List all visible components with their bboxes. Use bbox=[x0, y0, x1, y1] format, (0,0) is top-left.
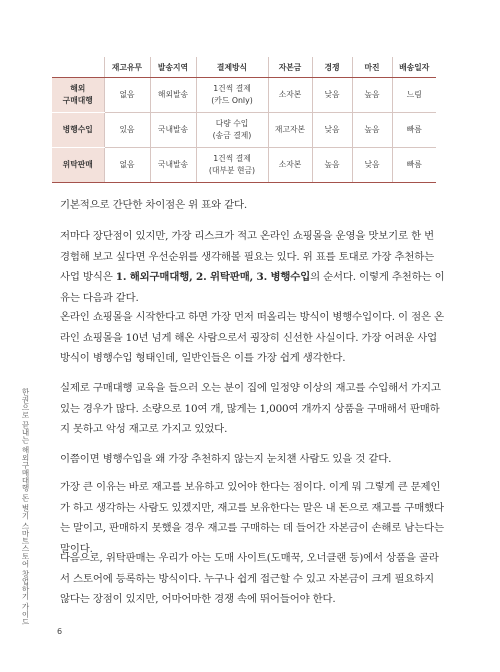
region-cell: 국내발송 bbox=[150, 113, 196, 148]
recommendation-order: 1. 해외구매대행, 2. 위탁판매, 3. 병행수입 bbox=[115, 271, 311, 283]
capital-cell: 재고자본 bbox=[268, 113, 312, 148]
stock-cell: 없음 bbox=[104, 78, 150, 113]
header-cell bbox=[52, 57, 104, 78]
capital-cell: 소자본 bbox=[268, 148, 312, 183]
delivery-cell: 빠름 bbox=[392, 148, 436, 183]
header-cell: 자본금 bbox=[268, 57, 312, 78]
header-cell: 발송지역 bbox=[150, 57, 196, 78]
payment-line: (카드 Only) bbox=[211, 96, 253, 105]
margin-cell: 높음 bbox=[352, 78, 392, 113]
competition-cell: 낮음 bbox=[312, 78, 352, 113]
comparison-table bbox=[52, 57, 436, 183]
margin-cell: 낮음 bbox=[352, 148, 392, 183]
delivery-cell: 빠름 bbox=[392, 113, 436, 148]
row-header: 위탁판매 bbox=[52, 148, 104, 183]
competition-cell: 높음 bbox=[312, 148, 352, 183]
paragraph-text: 저마다 장단점이 있지만, 가장 리스크가 적고 온라인 쇼핑몰을 운영을 맛보기로 한 번 경험해 보고 싶다면 우선순위를 생각해볼 필요는 있다. 위 표를 토대로 가장 추천하는 사업 방식은 bbox=[60, 230, 435, 283]
paragraph: 기본적으로 간단한 차이점은 위 표와 같다. bbox=[60, 199, 248, 211]
paragraph: 가장 큰 이유는 바로 재고를 보유하고 있어야 한다는 점이다. 이게 뭐 그렇게 큰 문제인가 하고 생각하는 사람도 있겠지만, 재고를 보유한다는 말은 내 돈으로 재고를 구매했다는 말이고, 판매하지 못했을 경우 재고를 구매하는 데 들어간 자본금이 손해로 남는다는 말이다. bbox=[60, 481, 444, 555]
stock-cell: 없음 bbox=[104, 148, 150, 183]
region-cell: 국내발송 bbox=[150, 148, 196, 183]
competition-cell: 낮음 bbox=[312, 113, 352, 148]
paragraph-text: 의 순서다. 이렇게 추천하는 이유는 다음과 같다. bbox=[60, 271, 445, 304]
margin-cell: 높음 bbox=[352, 113, 392, 148]
header-cell: 배송일자 bbox=[392, 57, 436, 78]
header-cell: 결제방식 bbox=[196, 57, 268, 78]
row-header-line: 해외 bbox=[70, 84, 86, 93]
paragraph: 다음으로, 위탁판매는 우리가 아는 도매 사이트(도매꾹, 오너클랜 등)에서 상품을 골라서 스토어에 등록하는 방식이다. 누구나 쉽게 접근할 수 있고 자본금이 크게 필요하지 않다는 장점이 있지만, 어마어마한 경쟁 속에 뛰어들어야 한다. bbox=[60, 552, 439, 605]
table-row bbox=[52, 78, 436, 113]
payment-cell bbox=[196, 78, 268, 113]
book-title-sidebar: 한권으로 끝내는 해외구매대행 돈 벌기 스마트스토어 창업하기 가이드 bbox=[21, 388, 30, 626]
payment-cell bbox=[196, 148, 268, 183]
row-header bbox=[52, 78, 104, 113]
payment-line: 1건씩 결제 bbox=[213, 84, 251, 93]
table-row bbox=[52, 148, 436, 183]
row-header-line: 구매대행 bbox=[62, 96, 93, 105]
row-header: 병행수입 bbox=[52, 113, 104, 148]
header-cell: 경쟁 bbox=[312, 57, 352, 78]
region-cell: 해외발송 bbox=[150, 78, 196, 113]
payment-line: 다량 수입 bbox=[215, 119, 249, 128]
paragraph: 이쯤이면 병행수입을 왜 가장 추천하지 않는지 눈치챈 사람도 있을 것 같다. bbox=[60, 453, 392, 465]
table-row bbox=[52, 113, 436, 148]
paragraph: 실제로 구매대행 교육을 들으러 오는 분이 집에 일정양 이상의 재고를 수입해서 가지고 있는 경우가 많다. 소량으로 10여 개, 많게는 1,000여 개까지 상품을 구매해서 판매하지 못하고 악성 재고로 가지고 있었다. bbox=[60, 382, 441, 435]
payment-line: (대부분 현금) bbox=[208, 166, 256, 175]
payment-line: (송금 결제) bbox=[212, 131, 252, 140]
stock-cell: 있음 bbox=[104, 113, 150, 148]
payment-line: 1건씩 결제 bbox=[213, 154, 251, 163]
header-cell: 재고유무 bbox=[104, 57, 150, 78]
paragraph bbox=[60, 226, 445, 308]
table-header-row bbox=[52, 57, 436, 78]
header-cell: 마진 bbox=[352, 57, 392, 78]
page-number: 6 bbox=[57, 627, 63, 636]
payment-cell bbox=[196, 113, 268, 148]
delivery-cell: 느림 bbox=[392, 78, 436, 113]
paragraph: 온라인 쇼핑몰을 시작한다고 하면 가장 먼저 떠올리는 방식이 병행수입이다. 이 점은 온라인 쇼핑몰을 10년 넘게 해온 사람으로서 굉장히 신선한 사실이다. 가장 어려운 사업 방식이 병행수입 형태인데, 일반인들은 이를 가장 쉽게 생각한다. bbox=[60, 311, 444, 364]
capital-cell: 소자본 bbox=[268, 78, 312, 113]
